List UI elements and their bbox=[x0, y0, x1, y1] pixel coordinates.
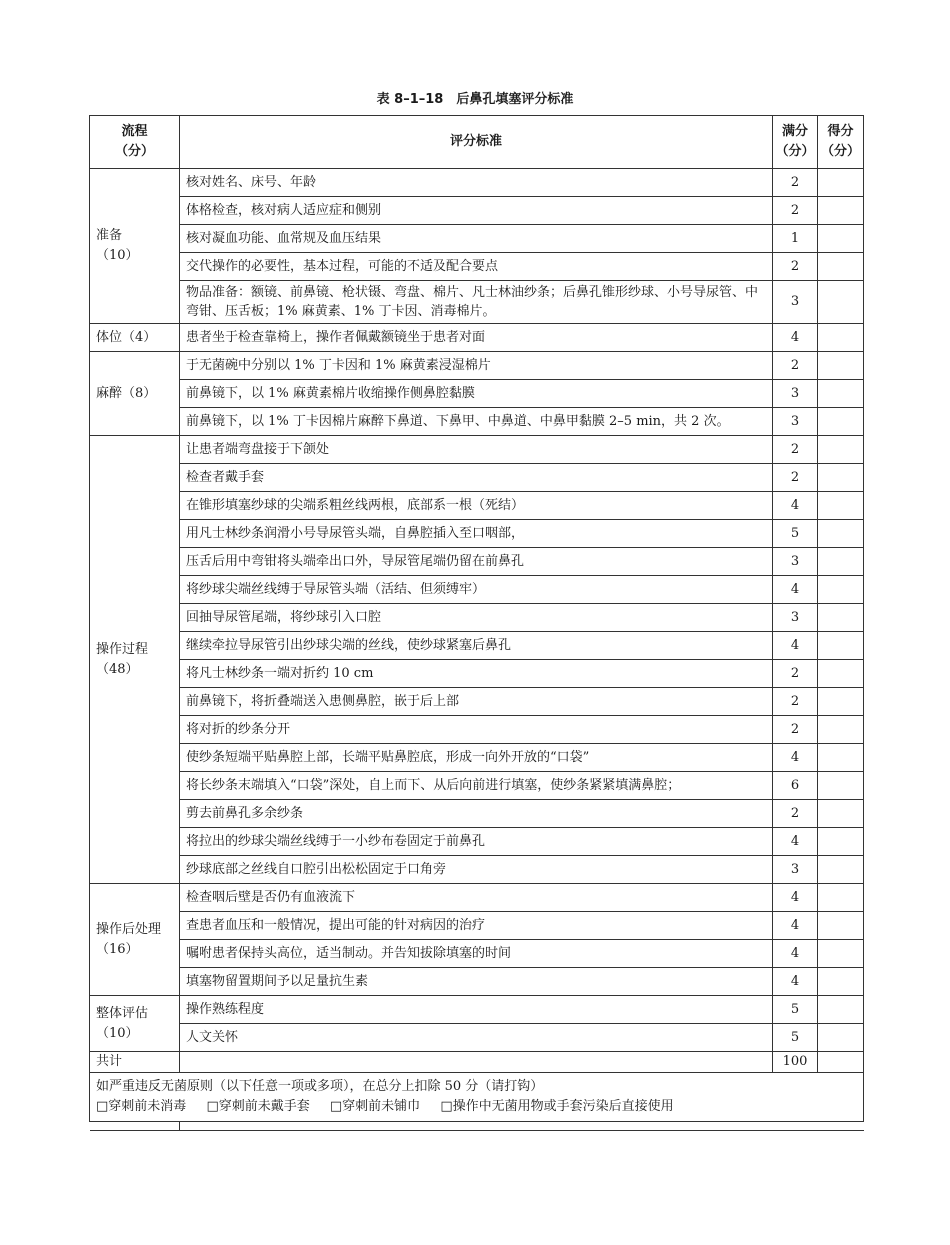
table-row bbox=[90, 800, 864, 828]
table-row bbox=[90, 884, 864, 912]
full-score-cell: 4 bbox=[773, 968, 818, 996]
header-criteria bbox=[180, 116, 773, 169]
header-full-score bbox=[773, 116, 818, 169]
full-score-cell: 2 bbox=[773, 688, 818, 716]
table-row bbox=[90, 716, 864, 744]
total-criteria-cell bbox=[180, 1052, 773, 1073]
earned-score-cell[interactable] bbox=[818, 520, 864, 548]
scoring-table bbox=[89, 115, 864, 1131]
criterion-text: 体格检查，核对病人适应症和侧别 bbox=[180, 197, 773, 225]
criterion-text: 患者坐于检查靠椅上，操作者佩戴额镜坐于患者对面 bbox=[180, 324, 773, 352]
table-row bbox=[90, 324, 864, 352]
table-row bbox=[90, 828, 864, 856]
criterion-text: 核对凝血功能、血常规及血压结果 bbox=[180, 225, 773, 253]
earned-score-cell[interactable] bbox=[818, 1024, 864, 1052]
earned-score-cell[interactable] bbox=[818, 800, 864, 828]
table-row bbox=[90, 604, 864, 632]
criterion-text: 前鼻镜下，将折叠端送入患侧鼻腔，嵌于后上部 bbox=[180, 688, 773, 716]
criterion-text: 交代操作的必要性，基本过程，可能的不适及配合要点 bbox=[180, 253, 773, 281]
table-body bbox=[90, 169, 864, 1131]
full-score-cell: 5 bbox=[773, 520, 818, 548]
criterion-text: 让患者端弯盘接于下颌处 bbox=[180, 436, 773, 464]
aseptic-option[interactable]: □穿刺前未消毒 bbox=[96, 1099, 187, 1114]
earned-score-cell[interactable] bbox=[818, 169, 864, 197]
earned-score-cell[interactable] bbox=[818, 968, 864, 996]
criterion-text: 在锥形填塞纱球的尖端系粗丝线两根，底部系一根（死结） bbox=[180, 492, 773, 520]
earned-score-cell[interactable] bbox=[818, 912, 864, 940]
table-row bbox=[90, 1024, 864, 1052]
earned-score-cell[interactable] bbox=[818, 576, 864, 604]
earned-score-cell[interactable] bbox=[818, 464, 864, 492]
full-score-cell: 4 bbox=[773, 632, 818, 660]
total-label: 共计 bbox=[90, 1052, 180, 1073]
earned-score-cell[interactable] bbox=[818, 324, 864, 352]
full-score-cell: 2 bbox=[773, 464, 818, 492]
full-score-cell: 2 bbox=[773, 436, 818, 464]
criterion-text: 将对折的纱条分开 bbox=[180, 716, 773, 744]
full-score-cell: 3 bbox=[773, 380, 818, 408]
table-row bbox=[90, 225, 864, 253]
earned-score-cell[interactable] bbox=[818, 632, 864, 660]
table-row bbox=[90, 520, 864, 548]
full-score-cell: 4 bbox=[773, 884, 818, 912]
header-full-label: 满分 （分） bbox=[775, 124, 815, 159]
table-row bbox=[90, 548, 864, 576]
criterion-text: 将纱球尖端丝线缚于导尿管头端（活结、但须缚牢） bbox=[180, 576, 773, 604]
earned-score-cell[interactable] bbox=[818, 604, 864, 632]
trailing-row bbox=[90, 1122, 864, 1131]
full-score-cell: 3 bbox=[773, 856, 818, 884]
total-row bbox=[90, 1052, 864, 1073]
earned-score-cell[interactable] bbox=[818, 996, 864, 1024]
header-earned-label: 得分 （分） bbox=[820, 124, 860, 159]
header-criteria-label: 评分标准 bbox=[449, 134, 502, 149]
criterion-text: 检查者戴手套 bbox=[180, 464, 773, 492]
stage-cell: 体位（4） bbox=[90, 324, 180, 352]
full-score-cell: 3 bbox=[773, 408, 818, 436]
table-row bbox=[90, 912, 864, 940]
full-score-cell: 6 bbox=[773, 772, 818, 800]
criterion-text: 纱球底部之丝线自口腔引出松松固定于口角旁 bbox=[180, 856, 773, 884]
earned-score-cell[interactable] bbox=[818, 281, 864, 324]
earned-score-cell[interactable] bbox=[818, 253, 864, 281]
full-score-cell: 4 bbox=[773, 940, 818, 968]
criterion-text: 人文关怀 bbox=[180, 1024, 773, 1052]
earned-score-cell[interactable] bbox=[818, 436, 864, 464]
criterion-text: 将拉出的纱球尖端丝线缚于一小纱布卷固定于前鼻孔 bbox=[180, 828, 773, 856]
note-row bbox=[90, 1073, 864, 1122]
full-score-cell: 2 bbox=[773, 197, 818, 225]
table-row bbox=[90, 464, 864, 492]
table-row bbox=[90, 169, 864, 197]
full-score-cell: 2 bbox=[773, 253, 818, 281]
criterion-text: 将长纱条末端填入“口袋”深处，自上而下、从后向前进行填塞，使纱条紧紧填满鼻腔； bbox=[180, 772, 773, 800]
earned-score-cell[interactable] bbox=[818, 828, 864, 856]
table-caption: 表 8–1–18 后鼻孔填塞评分标准 bbox=[376, 92, 574, 107]
trailing-cell bbox=[180, 1122, 864, 1131]
criterion-text: 前鼻镜下，以 1% 丁卡因棉片麻醉下鼻道、下鼻甲、中鼻道、中鼻甲黏膜 2–5 min，共 2 次。 bbox=[180, 408, 773, 436]
full-score-cell: 2 bbox=[773, 660, 818, 688]
table-row bbox=[90, 380, 864, 408]
full-score-cell: 4 bbox=[773, 744, 818, 772]
criterion-text: 压舌后用中弯钳将头端牵出口外，导尿管尾端仍留在前鼻孔 bbox=[180, 548, 773, 576]
table-row bbox=[90, 744, 864, 772]
earned-score-cell[interactable] bbox=[818, 660, 864, 688]
table-row bbox=[90, 281, 864, 324]
earned-score-cell[interactable] bbox=[818, 688, 864, 716]
earned-score-cell[interactable] bbox=[818, 940, 864, 968]
full-score-cell: 2 bbox=[773, 716, 818, 744]
table-row bbox=[90, 492, 864, 520]
full-score-cell: 5 bbox=[773, 1024, 818, 1052]
earned-score-cell[interactable] bbox=[818, 492, 864, 520]
stage-cell: 准备 （10） bbox=[90, 169, 180, 324]
full-score-cell: 4 bbox=[773, 828, 818, 856]
full-score-cell: 1 bbox=[773, 225, 818, 253]
aseptic-option[interactable]: □穿刺前未戴手套 bbox=[206, 1099, 310, 1114]
criterion-text: 查患者血压和一般情况，提出可能的针对病因的治疗 bbox=[180, 912, 773, 940]
full-score-cell: 4 bbox=[773, 576, 818, 604]
aseptic-options bbox=[96, 1097, 857, 1117]
stage-cell: 操作过程 （48） bbox=[90, 436, 180, 884]
criterion-text: 物品准备：额镜、前鼻镜、枪状镊、弯盘、棉片、凡士林油纱条；后鼻孔锥形纱球、小号导尿管、中弯钳、压舌板；1% 麻黄素、1% 丁卡因、消毒棉片。 bbox=[180, 281, 773, 324]
criterion-text: 填塞物留置期间予以足量抗生素 bbox=[180, 968, 773, 996]
criterion-text: 核对姓名、床号、年龄 bbox=[180, 169, 773, 197]
criterion-text: 继续牵拉导尿管引出纱球尖端的丝线，使纱球紧塞后鼻孔 bbox=[180, 632, 773, 660]
aseptic-option[interactable]: □穿刺前未铺巾 bbox=[329, 1099, 421, 1114]
table-row bbox=[90, 688, 864, 716]
header-stage bbox=[90, 116, 180, 169]
full-score-cell: 2 bbox=[773, 352, 818, 380]
total-earned-cell[interactable] bbox=[818, 1052, 864, 1073]
table-row bbox=[90, 253, 864, 281]
full-score-cell: 3 bbox=[773, 604, 818, 632]
full-score-cell: 4 bbox=[773, 912, 818, 940]
earned-score-cell[interactable] bbox=[818, 352, 864, 380]
earned-score-cell[interactable] bbox=[818, 225, 864, 253]
criterion-text: 剪去前鼻孔多余纱条 bbox=[180, 800, 773, 828]
criterion-text: 回抽导尿管尾端，将纱球引入口腔 bbox=[180, 604, 773, 632]
earned-score-cell[interactable] bbox=[818, 548, 864, 576]
table-row bbox=[90, 856, 864, 884]
table-row bbox=[90, 996, 864, 1024]
header-row bbox=[90, 116, 864, 169]
full-score-cell: 2 bbox=[773, 800, 818, 828]
full-score-cell: 4 bbox=[773, 324, 818, 352]
criterion-text: 检查咽后壁是否仍有血液流下 bbox=[180, 884, 773, 912]
table-row bbox=[90, 436, 864, 464]
criterion-text: 用凡士林纱条润滑小号导尿管头端，自鼻腔插入至口咽部， bbox=[180, 520, 773, 548]
header-stage-label: 流程 （分） bbox=[114, 124, 154, 159]
table-row bbox=[90, 408, 864, 436]
earned-score-cell[interactable] bbox=[818, 856, 864, 884]
full-score-cell: 5 bbox=[773, 996, 818, 1024]
table-row bbox=[90, 632, 864, 660]
criterion-text: 嘱咐患者保持头高位，适当制动。并告知拔除填塞的时间 bbox=[180, 940, 773, 968]
header-earned-score bbox=[818, 116, 864, 169]
table-row bbox=[90, 352, 864, 380]
earned-score-cell[interactable] bbox=[818, 380, 864, 408]
earned-score-cell[interactable] bbox=[818, 408, 864, 436]
earned-score-cell[interactable] bbox=[818, 884, 864, 912]
table-row bbox=[90, 576, 864, 604]
earned-score-cell[interactable] bbox=[818, 744, 864, 772]
trailing-cell bbox=[90, 1122, 180, 1131]
stage-cell: 操作后处理 （16） bbox=[90, 884, 180, 996]
earned-score-cell[interactable] bbox=[818, 197, 864, 225]
table-row bbox=[90, 772, 864, 800]
table-row bbox=[90, 968, 864, 996]
full-score-cell: 4 bbox=[773, 492, 818, 520]
full-score-cell: 3 bbox=[773, 281, 818, 324]
table-row bbox=[90, 660, 864, 688]
table-row bbox=[90, 940, 864, 968]
table-row bbox=[90, 197, 864, 225]
criterion-text: 将凡士林纱条一端对折约 10 cm bbox=[180, 660, 773, 688]
full-score-cell: 2 bbox=[773, 169, 818, 197]
stage-cell: 整体评估 （10） bbox=[90, 996, 180, 1052]
earned-score-cell[interactable] bbox=[818, 716, 864, 744]
full-score-cell: 3 bbox=[773, 548, 818, 576]
earned-score-cell[interactable] bbox=[818, 772, 864, 800]
criterion-text: 使纱条短端平贴鼻腔上部，长端平贴鼻腔底，形成一向外开放的“口袋” bbox=[180, 744, 773, 772]
criterion-text: 操作熟练程度 bbox=[180, 996, 773, 1024]
stage-cell: 麻醉（8） bbox=[90, 352, 180, 436]
total-score: 100 bbox=[773, 1052, 818, 1073]
criterion-text: 前鼻镜下，以 1% 麻黄素棉片收缩操作侧鼻腔黏膜 bbox=[180, 380, 773, 408]
aseptic-option[interactable]: □操作中无菌用物或手套污染后直接使用 bbox=[440, 1099, 674, 1114]
criterion-text: 于无菌碗中分别以 1% 丁卡因和 1% 麻黄素浸湿棉片 bbox=[180, 352, 773, 380]
aseptic-note bbox=[90, 1073, 864, 1122]
aseptic-note-text: 如严重违反无菌原则（以下任意一项或多项），在总分上扣除 50 分（请打钩） bbox=[96, 1079, 544, 1094]
